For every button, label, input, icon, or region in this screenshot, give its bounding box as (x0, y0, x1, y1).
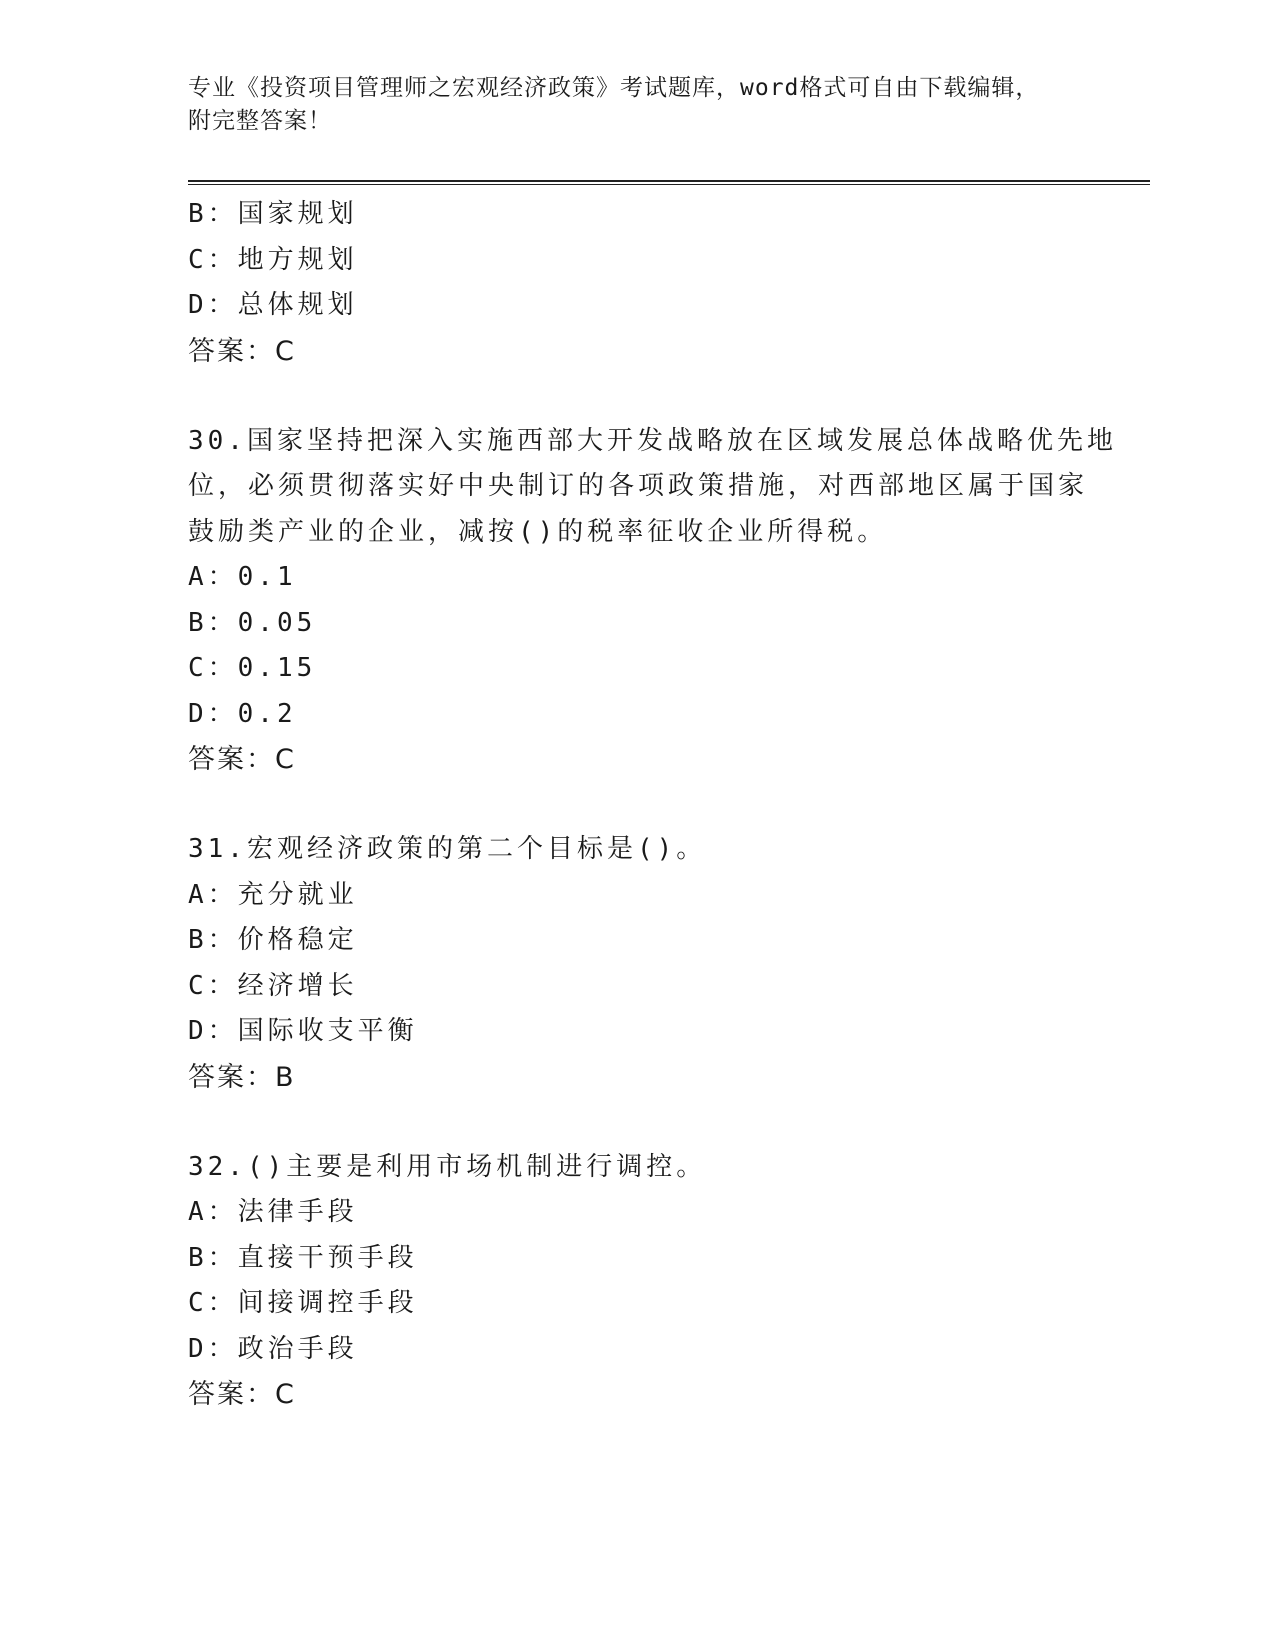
option-b: B：国家规划 (188, 199, 358, 229)
header-line-1: 专业《投资项目管理师之宏观经济政策》考试题库，word格式可自由下载编辑， (188, 75, 1040, 101)
option-a: A：充分就业 (188, 879, 358, 910)
question-block (188, 192, 1088, 374)
question-stem-line: 31.宏观经济政策的第二个目标是()。 (188, 834, 707, 864)
question-list (188, 192, 1117, 1417)
answer-line: 答案：B (188, 1061, 296, 1093)
option-c: C：地方规划 (188, 244, 358, 275)
question-block (188, 1145, 1088, 1418)
header-line-2: 附完整答案！ (188, 108, 332, 134)
question-block (188, 419, 1117, 783)
option-b: B：0.05 (188, 607, 317, 638)
question-stem-line: 32.()主要是利用市场机制进行调控。 (188, 1151, 707, 1182)
option-d: D：0.2 (188, 698, 297, 729)
option-c: C：经济增长 (188, 970, 358, 1001)
option-b: B：直接干预手段 (188, 1242, 418, 1273)
option-d: D：国际收支平衡 (188, 1016, 418, 1046)
header-divider-thin (188, 184, 1150, 185)
answer-line: 答案：C (188, 744, 296, 775)
question-stem-line: 位，必须贯彻落实好中央制订的各项政策措施，对西部地区属于国家 (188, 471, 1089, 501)
option-c: C：间接调控手段 (188, 1288, 418, 1318)
option-a: A：法律手段 (188, 1197, 358, 1227)
answer-line: 答案：C (188, 335, 296, 367)
document-header (188, 72, 1088, 138)
option-b: B：价格稳定 (188, 925, 358, 955)
option-c: C：0.15 (188, 653, 317, 683)
answer-line: 答案：C (188, 1379, 296, 1410)
question-stem-line: 30.国家坚持把深入实施西部大开发战略放在区域发展总体战略优先地 (188, 425, 1117, 456)
option-d: D：政治手段 (188, 1333, 358, 1364)
option-a: A：0.1 (188, 562, 297, 592)
question-stem-line: 鼓励类产业的企业，减按()的税率征收企业所得税。 (188, 516, 888, 547)
option-d: D：总体规划 (188, 290, 358, 320)
question-block (188, 827, 1088, 1100)
header-divider-thick (188, 180, 1150, 182)
